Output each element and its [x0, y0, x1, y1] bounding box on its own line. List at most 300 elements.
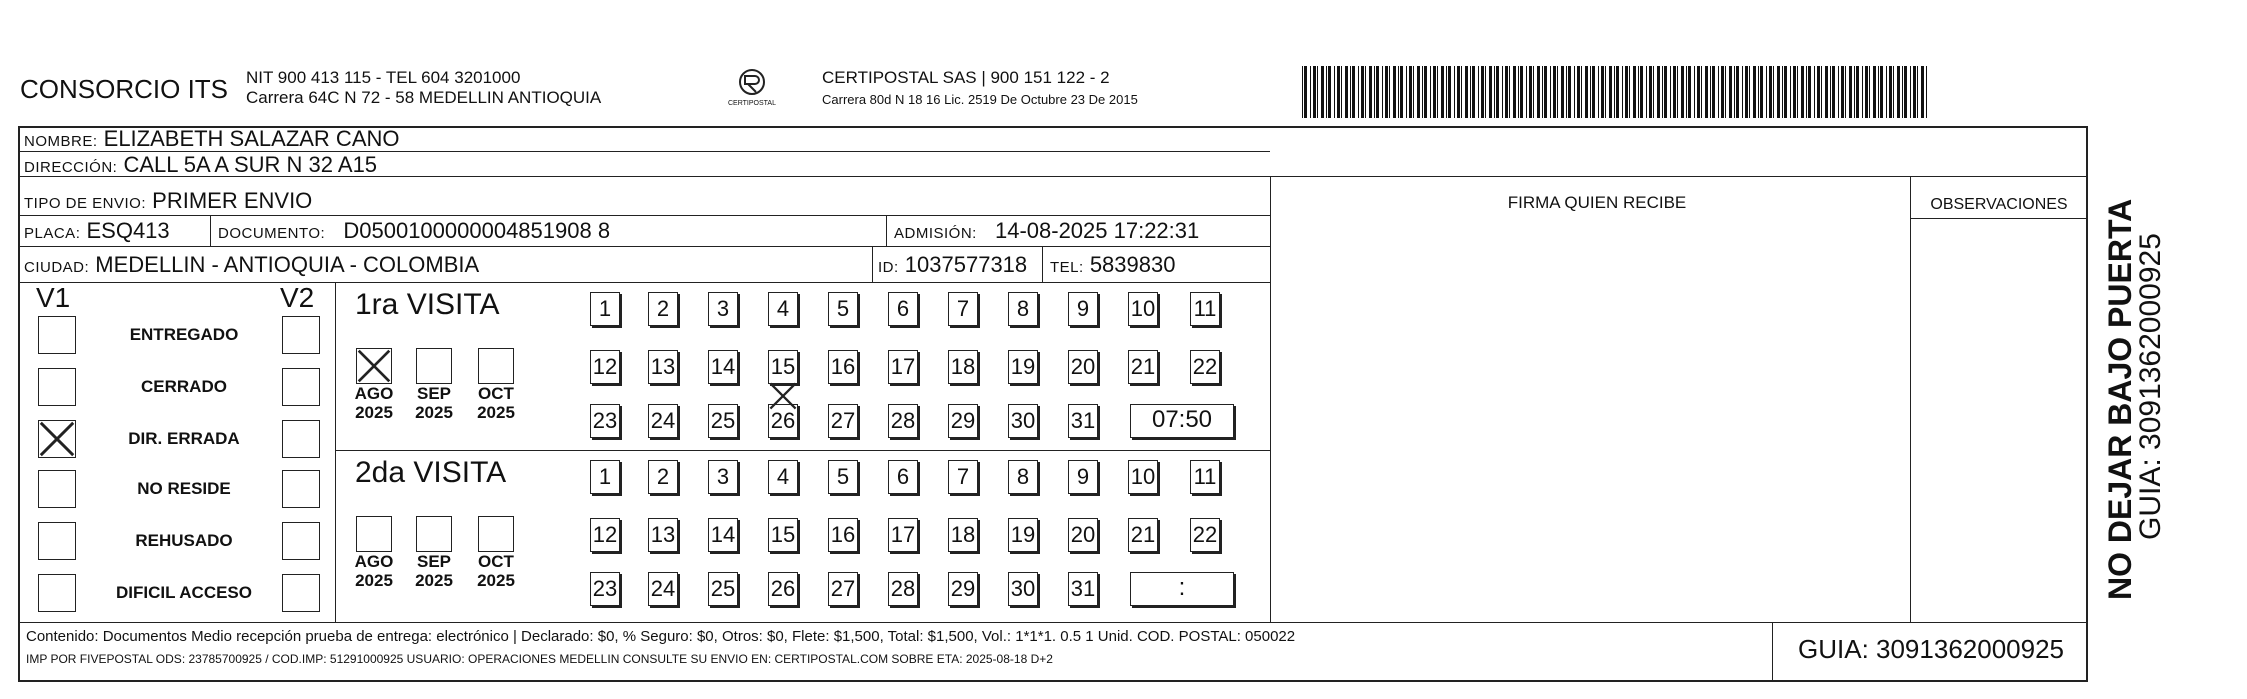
- barcode-bar: [1758, 66, 1759, 118]
- barcode-bar: [1448, 66, 1451, 118]
- barcode-bar: [1817, 66, 1820, 118]
- side-guia: GUIA: 3091362000925: [2134, 233, 2167, 540]
- barcode-bar: [1478, 66, 1479, 118]
- month-year: 2025: [477, 571, 515, 590]
- barcode-bar: [1513, 66, 1516, 118]
- barcode-bar: [1622, 66, 1623, 118]
- barcode-bar: [1433, 66, 1436, 118]
- visit-month-label: [409, 384, 459, 422]
- barcode-bar: [1653, 66, 1654, 118]
- admision-value: 14-08-2025 17:22:31: [994, 218, 1200, 243]
- barcode-bar: [1365, 66, 1366, 118]
- visit-day-box[interactable]: 27: [828, 404, 858, 438]
- status-v2-checkbox[interactable]: [282, 574, 320, 612]
- visit-day-box[interactable]: 28: [888, 404, 918, 438]
- visit-day-box[interactable]: 6: [888, 292, 918, 326]
- barcode-bar: [1566, 66, 1567, 118]
- barcode-bar: [1921, 66, 1924, 118]
- visit-day-box[interactable]: 15: [768, 350, 798, 384]
- barcode-bar: [1873, 66, 1876, 118]
- barcode-bar: [1422, 66, 1423, 118]
- barcode-bar: [1472, 66, 1475, 118]
- barcode-bar: [1574, 66, 1575, 118]
- tel-row: [1050, 252, 1175, 281]
- barcode-bar: [1585, 66, 1588, 118]
- barcode-bar: [1304, 66, 1307, 118]
- visit-day-box[interactable]: 26: [768, 572, 798, 606]
- visit-day-box[interactable]: 3: [708, 292, 738, 326]
- visit-day-box[interactable]: 22: [1190, 518, 1220, 552]
- visit-month-label: [349, 384, 399, 422]
- month-name: SEP: [416, 384, 452, 403]
- barcode-bar: [1736, 66, 1739, 118]
- barcode-bar: [1782, 66, 1783, 118]
- status-v2-checkbox[interactable]: [282, 522, 320, 560]
- visit-day-box[interactable]: 7: [948, 292, 978, 326]
- visit-day-box[interactable]: 28: [888, 572, 918, 606]
- barcode: [1302, 66, 1932, 118]
- certipostal-name: CERTIPOSTAL SAS | 900 151 122 - 2: [822, 68, 1110, 87]
- barcode-bar: [1614, 66, 1615, 118]
- placa-value: ESQ413: [86, 218, 170, 243]
- barcode-bar: [1801, 66, 1804, 118]
- status-v2-checkbox[interactable]: [282, 368, 320, 406]
- nombre-label: NOMBRE:: [24, 133, 98, 150]
- v1-header: V1: [36, 282, 71, 313]
- barcode-bar: [1734, 66, 1735, 118]
- visit-month-label: [349, 552, 399, 590]
- barcode-bar: [1677, 66, 1678, 118]
- visit-day-box[interactable]: 5: [828, 460, 858, 494]
- visit-month-checkbox[interactable]: [478, 516, 514, 552]
- visit-day-box[interactable]: 10: [1128, 460, 1158, 494]
- barcode-bar: [1862, 66, 1863, 118]
- nombre-row: [24, 126, 400, 155]
- visit-day-box[interactable]: 23: [590, 404, 620, 438]
- barcode-bar: [1640, 66, 1643, 118]
- visit-day-box[interactable]: 26: [768, 404, 798, 438]
- barcode-bar: [1461, 66, 1462, 118]
- status-v2-checkbox[interactable]: [282, 420, 320, 458]
- visit-day-box[interactable]: 19: [1008, 350, 1038, 384]
- footer-guia: GUIA: 3091362000925: [1798, 634, 2064, 664]
- barcode-bar: [1725, 66, 1726, 118]
- barcode-bar: [1542, 66, 1543, 118]
- firma-header: FIRMA QUIEN RECIBE: [1507, 193, 1687, 212]
- certipostal-logo: [725, 64, 779, 116]
- barcode-bar: [1769, 66, 1772, 118]
- barcode-bar: [1437, 66, 1438, 118]
- barcode-bar: [1374, 66, 1375, 118]
- v2-header: V2: [280, 282, 315, 313]
- barcode-bar: [1773, 66, 1774, 118]
- side-warning: NO DEJAR BAJO PUERTA: [2102, 198, 2138, 600]
- barcode-bar: [1568, 66, 1571, 118]
- barcode-bar: [1518, 66, 1519, 118]
- barcode-bar: [1533, 66, 1534, 118]
- barcode-bar: [1345, 66, 1348, 118]
- visit-day-box[interactable]: 20: [1068, 518, 1098, 552]
- barcode-bar: [1721, 66, 1724, 118]
- barcode-bar: [1705, 66, 1708, 118]
- barcode-bar: [1913, 66, 1916, 118]
- barcode-bar: [1662, 66, 1663, 118]
- barcode-bar: [1633, 66, 1636, 118]
- barcode-bar: [1657, 66, 1660, 118]
- barcode-bar: [1561, 66, 1564, 118]
- visit-day-box[interactable]: 23: [590, 572, 620, 606]
- barcode-bar: [1313, 66, 1316, 118]
- barcode-bar: [1712, 66, 1715, 118]
- visit-day-box[interactable]: 17: [888, 518, 918, 552]
- admision-label: ADMISIÓN:: [894, 225, 977, 242]
- visit-day-box[interactable]: 12: [590, 518, 620, 552]
- direccion-row: [24, 152, 377, 181]
- visit-month-checkbox[interactable]: [416, 516, 452, 552]
- barcode-bar: [1664, 66, 1667, 118]
- visit-day-box[interactable]: 25: [708, 404, 738, 438]
- visit2-title: 2da VISITA: [355, 456, 507, 489]
- month-name: OCT: [478, 384, 514, 403]
- visit-day-box[interactable]: 4: [768, 292, 798, 326]
- barcode-bar: [1361, 66, 1364, 118]
- barcode-bar: [1376, 66, 1379, 118]
- barcode-bar: [1710, 66, 1711, 118]
- visit-day-box[interactable]: 29: [948, 404, 978, 438]
- barcode-bar: [1400, 66, 1403, 118]
- barcode-bar: [1638, 66, 1639, 118]
- barcode-bar: [1718, 66, 1719, 118]
- barcode-bar: [1688, 66, 1691, 118]
- barcode-bar: [1880, 66, 1883, 118]
- barcode-bar: [1317, 66, 1318, 118]
- company-name: CONSORCIO ITS: [20, 74, 229, 104]
- barcode-bar: [1470, 66, 1471, 118]
- barcode-bar: [1465, 66, 1468, 118]
- documento-value: D0500100000004851908 8: [343, 218, 611, 243]
- barcode-bar: [1926, 66, 1927, 118]
- visit-day-box[interactable]: 6: [888, 460, 918, 494]
- ciudad-row: [24, 252, 479, 281]
- barcode-bar: [1910, 66, 1911, 118]
- barcode-bar: [1830, 66, 1831, 118]
- status-label: REHUSADO: [135, 531, 233, 550]
- barcode-bar: [1550, 66, 1551, 118]
- certipostal-address: Carrera 80d N 18 16 Lic. 2519 De Octubre 23 De 2015: [822, 92, 1138, 107]
- status-v2-checkbox[interactable]: [282, 470, 320, 508]
- barcode-bar: [1454, 66, 1455, 118]
- documento-label: DOCUMENTO:: [218, 225, 326, 242]
- direccion-label: DIRECCIÓN:: [24, 159, 118, 176]
- visit-day-box[interactable]: 31: [1068, 404, 1098, 438]
- visit-day-box[interactable]: 24: [648, 572, 678, 606]
- visit-day-box[interactable]: 13: [648, 518, 678, 552]
- visit-day-box[interactable]: 9: [1068, 460, 1098, 494]
- barcode-bar: [1544, 66, 1547, 118]
- barcode-bar: [1598, 66, 1599, 118]
- visit-day-box[interactable]: 16: [828, 518, 858, 552]
- month-name: SEP: [416, 552, 452, 571]
- visit-day-box[interactable]: 7: [948, 460, 978, 494]
- visit-day-box[interactable]: 18: [948, 518, 978, 552]
- barcode-bar: [1832, 66, 1835, 118]
- month-year: 2025: [477, 403, 515, 422]
- barcode-bar: [1869, 66, 1870, 118]
- status-v1-checkbox[interactable]: [38, 368, 76, 406]
- barcode-bar: [1481, 66, 1484, 118]
- status-label: DIFICIL ACCESO: [115, 583, 252, 602]
- barcode-bar: [1729, 66, 1732, 118]
- visit-day-box[interactable]: 21: [1128, 350, 1158, 384]
- visit-day-box[interactable]: 12: [590, 350, 620, 384]
- barcode-bar: [1341, 66, 1342, 118]
- visit-day-box[interactable]: 27: [828, 572, 858, 606]
- visit-day-box[interactable]: 16: [828, 350, 858, 384]
- status-v2-checkbox[interactable]: [282, 316, 320, 354]
- month-year: 2025: [415, 571, 453, 590]
- visit-day-box[interactable]: 13: [648, 350, 678, 384]
- barcode-bar: [1821, 66, 1822, 118]
- barcode-bar: [1592, 66, 1595, 118]
- visit-day-box[interactable]: 24: [648, 404, 678, 438]
- footer-line-2: IMP POR FIVEPOSTAL ODS: 23785700925 / COD.IMP: 51291000925 USUARIO: OPERACIONES MEDELLIN CONSULTE SU ENVIO EN: CERTIPOSTAL.COM SOBRE ETA: 2025-08-18 D+2: [26, 652, 1053, 666]
- barcode-bar: [1625, 66, 1628, 118]
- visit-day-box[interactable]: 8: [1008, 292, 1038, 326]
- barcode-bar: [1865, 66, 1868, 118]
- barcode-bar: [1849, 66, 1852, 118]
- barcode-bar: [1494, 66, 1495, 118]
- visit-month-checkbox[interactable]: [416, 348, 452, 384]
- barcode-bar: [1385, 66, 1388, 118]
- visit-day-box[interactable]: 10: [1128, 292, 1158, 326]
- barcode-bar: [1310, 66, 1311, 118]
- visit-day-box[interactable]: 22: [1190, 350, 1220, 384]
- visit-day-box[interactable]: 31: [1068, 572, 1098, 606]
- visit-day-box[interactable]: 25: [708, 572, 738, 606]
- barcode-bar: [1889, 66, 1892, 118]
- visit-day-box[interactable]: 1: [590, 292, 620, 326]
- barcode-bar: [1326, 66, 1327, 118]
- visit-month-label: [409, 552, 459, 590]
- barcode-bar: [1609, 66, 1612, 118]
- barcode-bar: [1646, 66, 1647, 118]
- status-v1-checkbox[interactable]: [38, 316, 76, 354]
- barcode-bar: [1886, 66, 1887, 118]
- barcode-bar: [1577, 66, 1580, 118]
- barcode-bar: [1845, 66, 1846, 118]
- visit-day-box[interactable]: 14: [708, 518, 738, 552]
- visit-time-box[interactable]: 07:50: [1130, 404, 1234, 438]
- visit-day-box[interactable]: 11: [1190, 460, 1220, 494]
- nit-line: NIT 900 413 115 - TEL 604 3201000: [246, 68, 521, 87]
- barcode-bar: [1897, 66, 1900, 118]
- status-label: ENTREGADO: [129, 325, 239, 344]
- barcode-bar: [1529, 66, 1532, 118]
- visit-day-box[interactable]: 17: [888, 350, 918, 384]
- barcode-bar: [1793, 66, 1796, 118]
- barcode-bar: [1697, 66, 1700, 118]
- barcode-bar: [1413, 66, 1414, 118]
- visit-day-box[interactable]: 2: [648, 292, 678, 326]
- visit-month-label: [471, 552, 521, 590]
- barcode-bar: [1777, 66, 1780, 118]
- status-label: CERRADO: [141, 377, 227, 396]
- visit-month-checkbox[interactable]: [356, 348, 392, 384]
- barcode-bar: [1808, 66, 1811, 118]
- barcode-bar: [1489, 66, 1492, 118]
- month-name: OCT: [478, 552, 514, 571]
- barcode-bar: [1485, 66, 1486, 118]
- visit-day-box[interactable]: 18: [948, 350, 978, 384]
- barcode-bar: [1681, 66, 1684, 118]
- barcode-bar: [1673, 66, 1676, 118]
- visit-day-box[interactable]: 11: [1190, 292, 1220, 326]
- barcode-bar: [1302, 66, 1303, 118]
- status-v1-checkbox[interactable]: [38, 470, 76, 508]
- barcode-bar: [1406, 66, 1407, 118]
- barcode-bar: [1526, 66, 1527, 118]
- id-row: [878, 252, 1027, 281]
- visit-day-box[interactable]: 30: [1008, 404, 1038, 438]
- barcode-bar: [1841, 66, 1844, 118]
- placa-label: PLACA:: [24, 225, 81, 242]
- month-name: AGO: [354, 384, 394, 403]
- direccion-value: CALL 5A A SUR N 32 A15: [123, 152, 378, 177]
- month-year: 2025: [355, 571, 393, 590]
- barcode-bar: [1393, 66, 1396, 118]
- visit-time-box[interactable]: :: [1130, 572, 1234, 606]
- barcode-bar: [1825, 66, 1828, 118]
- footer-line-1: Contenido: Documentos Medio recepción prueba de entrega: electrónico | Declarado: $0, % Seguro: $0, Otros: $0, Flete: $1,500, Total: $1,500, Vol.: 1*1*1. 0.5 1 Unid. COD. POSTAL: 050022: [26, 628, 1296, 645]
- month-year: 2025: [415, 403, 453, 422]
- barcode-bar: [1350, 66, 1351, 118]
- ciudad-label: CIUDAD:: [24, 259, 90, 276]
- barcode-bar: [1389, 66, 1390, 118]
- barcode-bar: [1790, 66, 1791, 118]
- status-v1-checkbox[interactable]: [38, 522, 76, 560]
- tipo-envio-row: [24, 188, 312, 217]
- visit-day-box[interactable]: 2: [648, 460, 678, 494]
- barcode-bar: [1457, 66, 1460, 118]
- month-year: 2025: [355, 403, 393, 422]
- nombre-value: ELIZABETH SALAZAR CANO: [103, 126, 400, 151]
- visit-day-box[interactable]: 21: [1128, 518, 1158, 552]
- visit-day-box[interactable]: 20: [1068, 350, 1098, 384]
- address-line: Carrera 64C N 72 - 58 MEDELLIN ANTIOQUIA: [246, 88, 602, 107]
- placa-row: [24, 218, 170, 247]
- barcode-bar: [1686, 66, 1687, 118]
- barcode-bar: [1409, 66, 1412, 118]
- barcode-bar: [1601, 66, 1604, 118]
- barcode-bar: [1537, 66, 1540, 118]
- barcode-bar: [1520, 66, 1523, 118]
- visit-day-box[interactable]: 19: [1008, 518, 1038, 552]
- status-label: DIR. ERRADA: [128, 429, 240, 448]
- barcode-bar: [1605, 66, 1606, 118]
- visit1-title: 1ra VISITA: [355, 288, 500, 321]
- visit-day-box[interactable]: 1: [590, 460, 620, 494]
- barcode-bar: [1557, 66, 1558, 118]
- barcode-bar: [1753, 66, 1756, 118]
- barcode-bar: [1509, 66, 1510, 118]
- barcode-bar: [1358, 66, 1359, 118]
- barcode-bar: [1701, 66, 1702, 118]
- barcode-bar: [1742, 66, 1743, 118]
- documento-row: [218, 218, 610, 247]
- barcode-bar: [1581, 66, 1582, 118]
- id-label: ID:: [878, 259, 899, 276]
- barcode-bar: [1616, 66, 1619, 118]
- barcode-bar: [1496, 66, 1499, 118]
- barcode-bar: [1334, 66, 1335, 118]
- barcode-bar: [1430, 66, 1431, 118]
- visit-day-box[interactable]: 15: [768, 518, 798, 552]
- barcode-bar: [1417, 66, 1420, 118]
- barcode-bar: [1398, 66, 1399, 118]
- barcode-bar: [1382, 66, 1383, 118]
- barcode-bar: [1441, 66, 1444, 118]
- barcode-bar: [1806, 66, 1807, 118]
- tipo-envio-label: TIPO DE ENVIO:: [24, 195, 147, 212]
- status-label: NO RESIDE: [137, 479, 231, 498]
- barcode-bar: [1649, 66, 1652, 118]
- barcode-bar: [1878, 66, 1879, 118]
- tipo-envio-value: PRIMER ENVIO: [152, 188, 313, 213]
- status-v1-checkbox[interactable]: [38, 574, 76, 612]
- barcode-bar: [1797, 66, 1798, 118]
- barcode-bar: [1590, 66, 1591, 118]
- barcode-bar: [1838, 66, 1839, 118]
- visit-day-box[interactable]: 9: [1068, 292, 1098, 326]
- barcode-bar: [1352, 66, 1355, 118]
- visit-day-box[interactable]: 8: [1008, 460, 1038, 494]
- barcode-bar: [1337, 66, 1340, 118]
- barcode-bar: [1369, 66, 1372, 118]
- visit-month-label: [471, 384, 521, 422]
- month-name: AGO: [354, 552, 394, 571]
- status-v1-checkbox[interactable]: [38, 420, 76, 458]
- visit-day-box[interactable]: 5: [828, 292, 858, 326]
- visit-month-checkbox[interactable]: [478, 348, 514, 384]
- visit-month-checkbox[interactable]: [356, 516, 392, 552]
- barcode-bar: [1766, 66, 1767, 118]
- tel-label: TEL:: [1050, 259, 1084, 276]
- barcode-bar: [1670, 66, 1671, 118]
- barcode-bar: [1424, 66, 1427, 118]
- barcode-bar: [1505, 66, 1508, 118]
- visit-day-box[interactable]: 30: [1008, 572, 1038, 606]
- visit-day-box[interactable]: 3: [708, 460, 738, 494]
- barcode-bar: [1760, 66, 1763, 118]
- logo-caption: CERTIPOSTAL: [728, 100, 776, 107]
- barcode-bar: [1321, 66, 1324, 118]
- barcode-bar: [1856, 66, 1859, 118]
- admision-row: [894, 218, 1199, 247]
- visit-day-box[interactable]: 4: [768, 460, 798, 494]
- barcode-bar: [1553, 66, 1556, 118]
- barcode-bar: [1502, 66, 1503, 118]
- barcode-bar: [1446, 66, 1447, 118]
- id-value: 1037577318: [904, 252, 1028, 277]
- barcode-bar: [1784, 66, 1787, 118]
- visit-day-box[interactable]: 14: [708, 350, 738, 384]
- barcode-bar: [1694, 66, 1695, 118]
- barcode-bar: [1328, 66, 1331, 118]
- barcode-bar: [1629, 66, 1630, 118]
- visit-day-box[interactable]: 29: [948, 572, 978, 606]
- observaciones-header: OBSERVACIONES: [1930, 196, 2068, 213]
- barcode-bar: [1749, 66, 1750, 118]
